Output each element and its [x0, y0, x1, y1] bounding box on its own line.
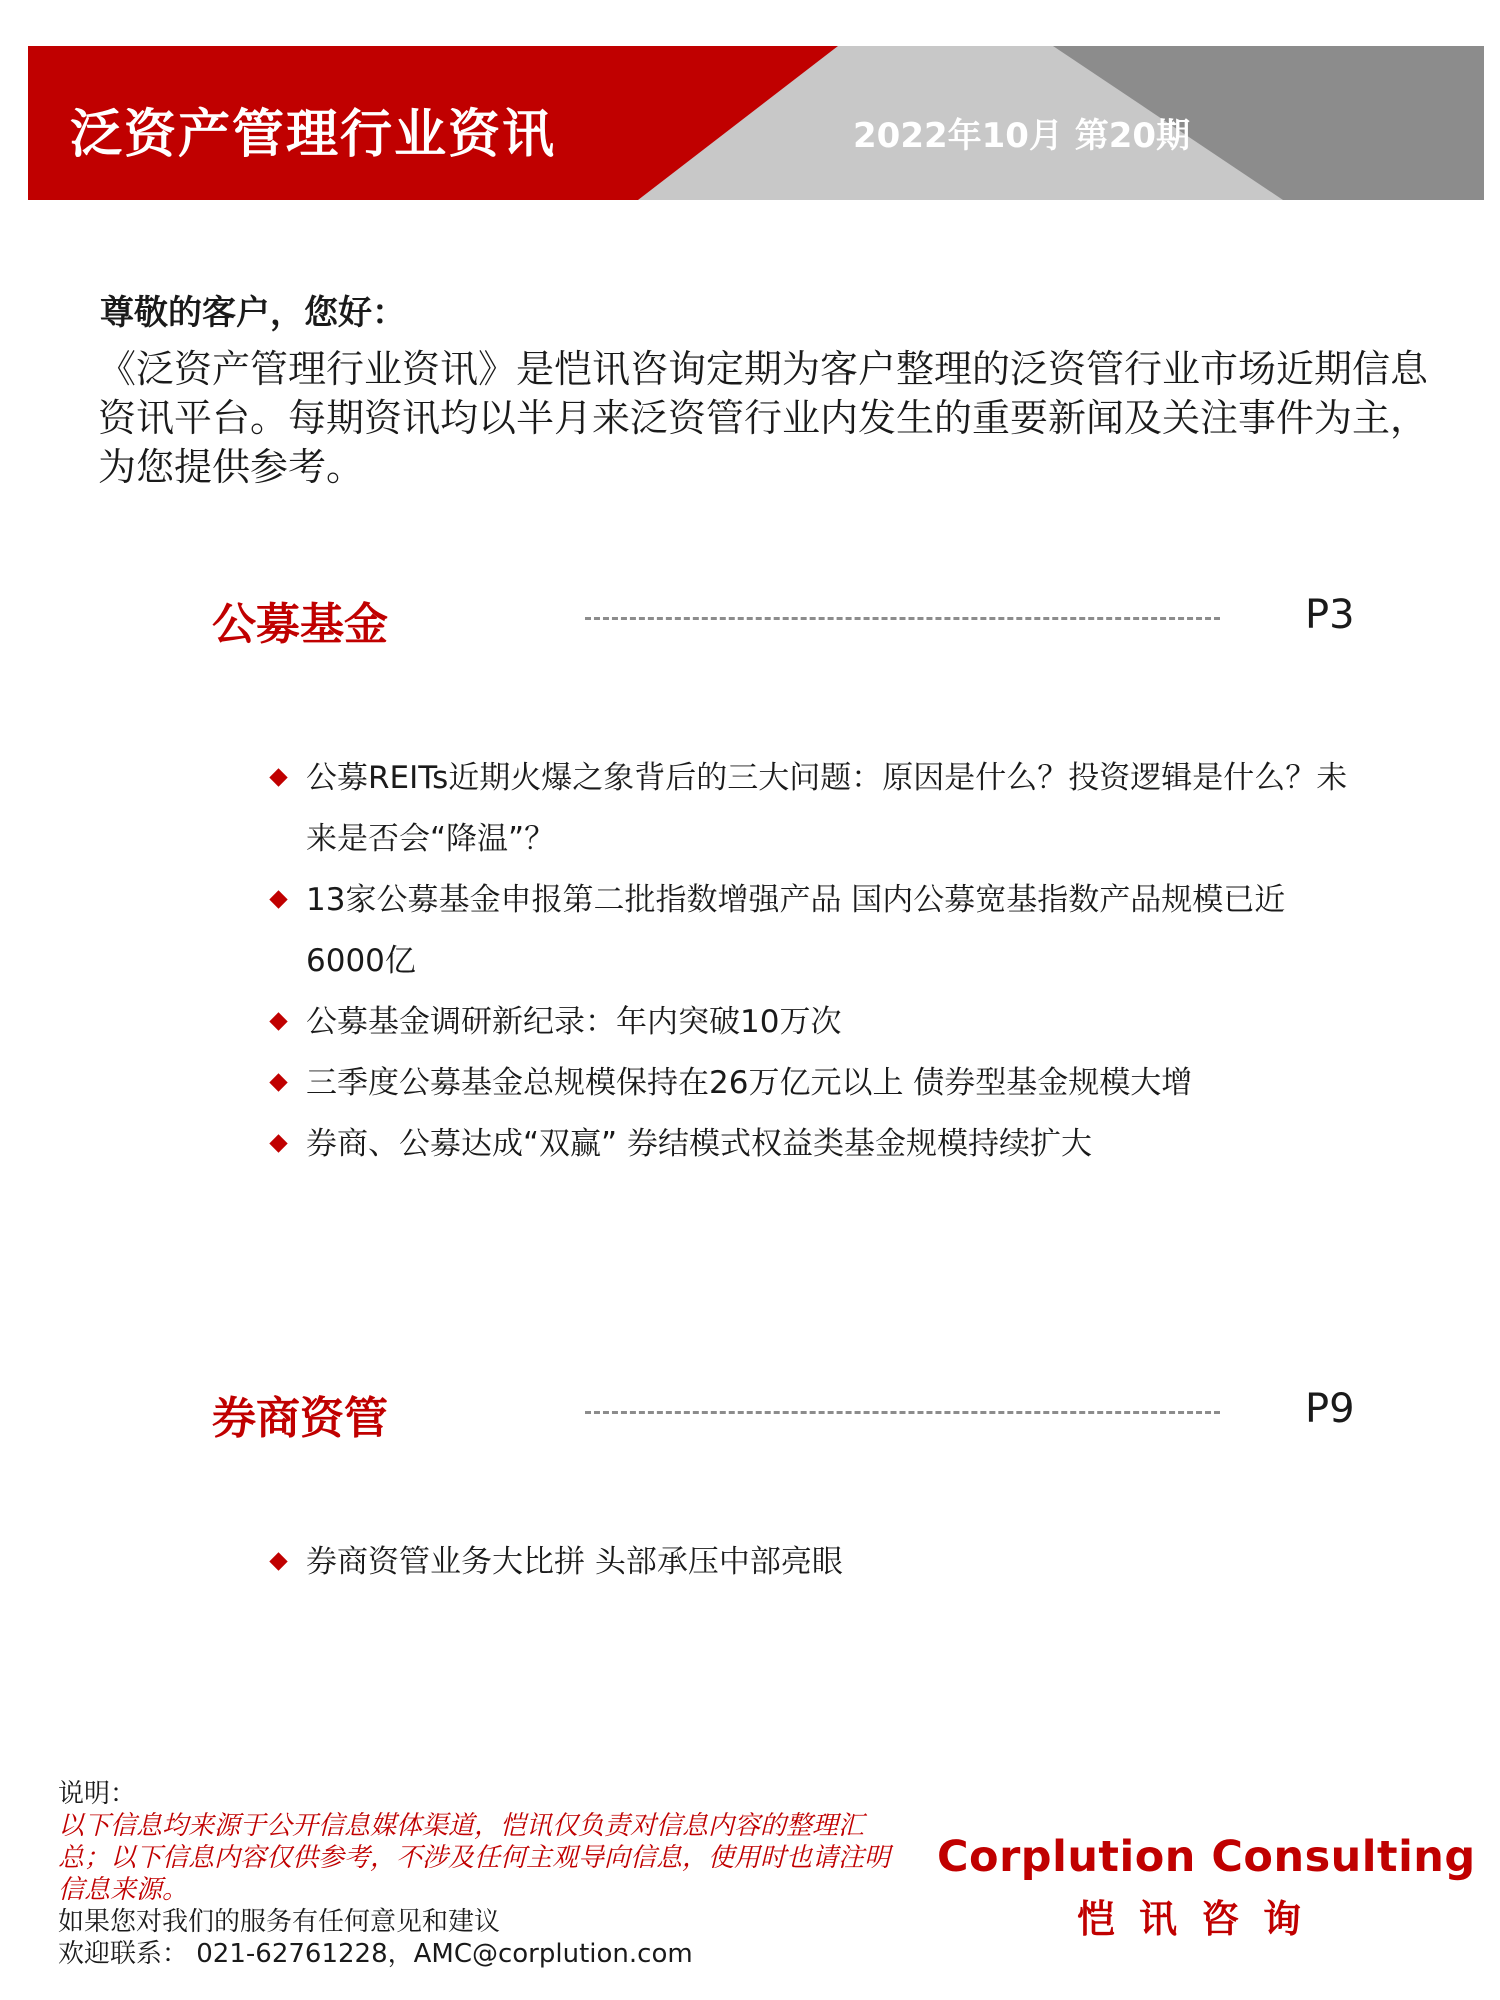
- disclaimer-text: 以下信息均来源于公开信息媒体渠道，恺讯仅负责对信息内容的整理汇总；以下信息内容仅供参考，不涉及任何主观导向信息，使用时也请注明信息来源。: [58, 1811, 891, 1905]
- contact-info[interactable]: 欢迎联系： 021-62761228，AMC@corplution.com: [58, 1939, 693, 1969]
- news-list: [270, 1532, 1350, 1593]
- dashed-divider: [585, 1411, 1220, 1414]
- header-banner: [28, 46, 1484, 200]
- news-item[interactable]: [270, 1114, 1350, 1175]
- news-item-text: 公募REITs近期火爆之象背后的三大问题：原因是什么？投资逻辑是什么？未来是否会“降温”？: [306, 760, 1348, 857]
- news-item[interactable]: [270, 748, 1350, 870]
- page-reference[interactable]: P9: [1305, 1386, 1355, 1432]
- intro-paragraph: 《泛资产管理行业资讯》是恺讯咨询定期为客户整理的泛资管行业市场近期信息资讯平台。每期资讯均以半月来泛资管行业内发生的重要新闻及关注事件为主，为您提供参考。: [98, 347, 1429, 489]
- diamond-bullet-icon: [269, 1552, 287, 1570]
- issue-label: 2022年10月 第20期: [853, 116, 1191, 156]
- footer-notes: [58, 1778, 898, 1970]
- diamond-bullet-icon: [269, 1134, 287, 1152]
- diamond-bullet-icon: [269, 1073, 287, 1091]
- section-title: 公募基金: [212, 599, 388, 650]
- logo-english-name: Corplution Consulting: [937, 1832, 1476, 1882]
- news-item-text: 公募基金调研新纪录：年内突破10万次: [306, 1004, 842, 1040]
- newsletter-title: 泛资产管理行业资讯: [70, 105, 557, 165]
- dashed-divider: [585, 617, 1220, 620]
- news-item-text: 券商、公募达成“双赢” 券结模式权益类基金规模持续扩大: [306, 1126, 1092, 1162]
- news-item-text: 13家公募基金申报第二批指数增强产品 国内公募宽基指数产品规模已近6000亿: [306, 882, 1286, 979]
- note-label: 说明：: [58, 1779, 137, 1809]
- page-reference[interactable]: P3: [1305, 592, 1355, 638]
- news-item-text: 券商资管业务大比拼 头部承压中部亮眼: [306, 1544, 843, 1580]
- news-list: [270, 748, 1350, 1175]
- diamond-bullet-icon: [269, 768, 287, 786]
- news-item[interactable]: [270, 992, 1350, 1053]
- greeting: 尊敬的客户，您好：: [100, 293, 406, 333]
- news-item[interactable]: [270, 1532, 1350, 1593]
- section-title: 券商资管: [212, 1393, 388, 1444]
- logo-chinese-name: 恺讯咨询: [1077, 1896, 1326, 1941]
- company-logo: [937, 1832, 1476, 1943]
- diamond-bullet-icon: [269, 1012, 287, 1030]
- diamond-bullet-icon: [269, 890, 287, 908]
- feedback-text: 如果您对我们的服务有任何意见和建议: [58, 1907, 501, 1937]
- news-item-text: 三季度公募基金总规模保持在26万亿元以上 债券型基金规模大增: [306, 1065, 1193, 1101]
- news-item[interactable]: [270, 1053, 1350, 1114]
- news-item[interactable]: [270, 870, 1350, 992]
